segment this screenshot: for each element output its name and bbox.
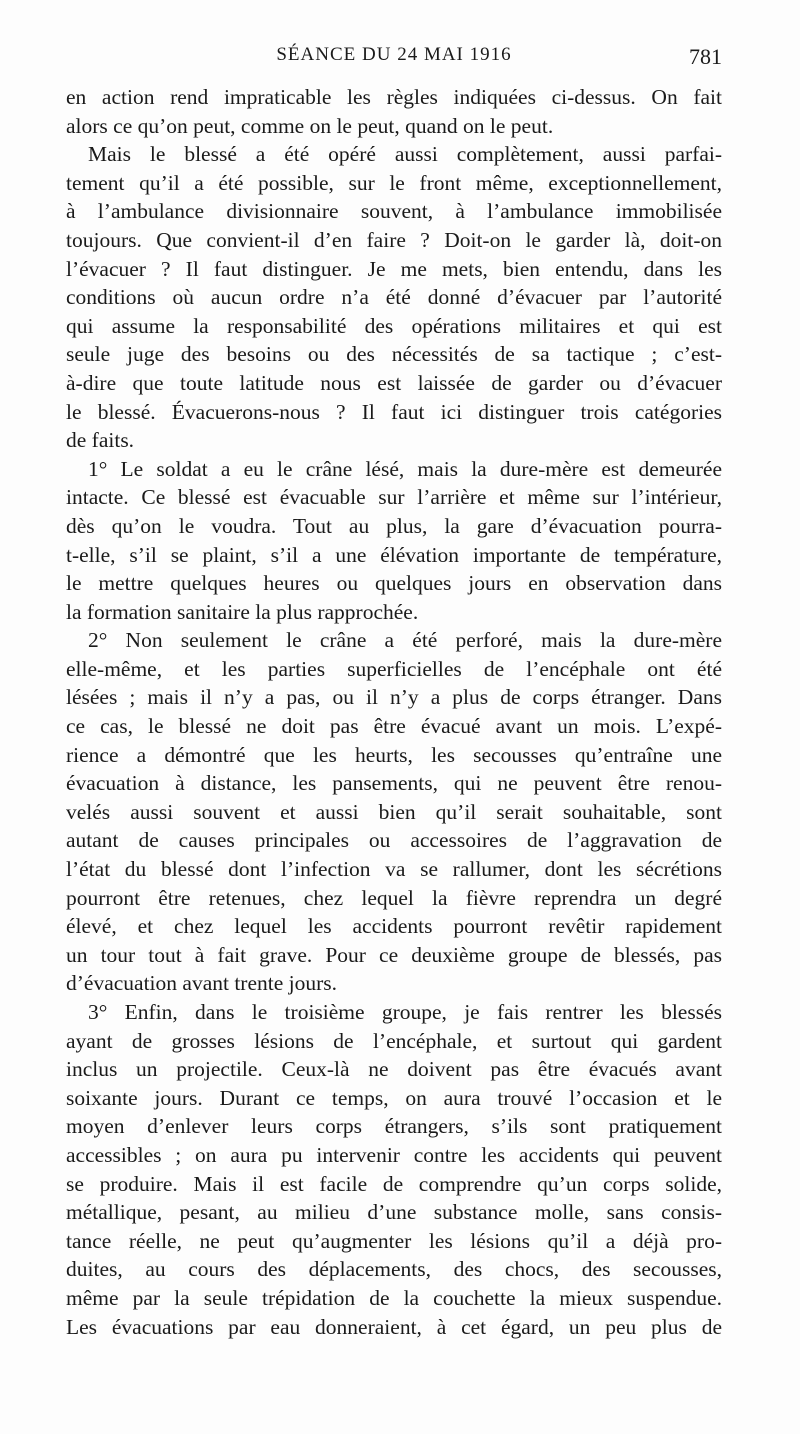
text-line: élevé, et chez lequel les accidents pourront revêtir rapidement <box>66 914 722 939</box>
text-line: t-elle, s’il se plaint, s’il a une élévation importante de température, <box>66 542 722 567</box>
text-line: duites, au cours des déplacements, des chocs, des secousses, <box>66 1257 722 1282</box>
text-line: Mais le blessé a été opéré aussi complètement, aussi parfai- <box>88 142 722 167</box>
text-line: ayant de grosses lésions de l’encéphale, et surtout qui gardent <box>66 1028 722 1053</box>
text-line: 2° Non seulement le crâne a été perforé, mais la dure-mère <box>88 628 722 653</box>
text-line: alors ce qu’on peut, comme on le peut, quand on le peut. <box>66 113 554 138</box>
text-line: dès qu’on le voudra. Tout au plus, la gare d’évacuation pourra- <box>66 513 722 538</box>
text-line: elle-même, et les parties superficielles de l’encéphale ont été <box>66 656 722 681</box>
text-line: autant de causes principales ou accessoires de l’aggravation de <box>66 828 722 853</box>
text-line: le blessé. Évacuerons-nous ? Il faut ici distinguer trois catégories <box>66 399 722 424</box>
text-line: Les évacuations par eau donneraient, à cet égard, un peu plus de <box>66 1314 722 1339</box>
text-line: toujours. Que convient-il d’en faire ? Doit-on le garder là, doit-on <box>66 227 722 252</box>
text-line: le mettre quelques heures ou quelques jours en observation dans <box>66 571 722 596</box>
text-line: de faits. <box>66 428 135 453</box>
page-number: 781 <box>689 44 722 69</box>
text-line: l’état du blessé dont l’infection va se rallumer, dont les sécrétions <box>66 857 722 882</box>
text-line: d’évacuation avant trente jours. <box>66 971 338 996</box>
text-line: pourront être retenues, chez lequel la fièvre reprendra un degré <box>66 885 722 910</box>
text-line: moyen d’enlever leurs corps étrangers, s’ils sont pratiquement <box>66 1114 722 1139</box>
running-head <box>66 40 722 76</box>
text-line: rience a démontré que les heurts, les secousses qu’entraîne une <box>66 742 722 767</box>
text-line: accessibles ; on aura pu intervenir contre les accidents qui peuvent <box>66 1142 722 1167</box>
text-line: à l’ambulance divisionnaire souvent, à l’ambulance immobilisée <box>66 199 722 224</box>
text-line: 3° Enfin, dans le troisième groupe, je fais rentrer les blessés <box>88 1000 722 1024</box>
text-line: tement qu’il a été possible, sur le front même, exceptionnellement, <box>66 170 722 195</box>
text-line: tance réelle, ne peut qu’augmenter les lésions qu’il a déjà pro- <box>66 1228 722 1253</box>
text-line: intacte. Ce blessé est évacuable sur l’arrière et même sur l’intérieur, <box>66 485 722 510</box>
text-line: qui assume la responsabilité des opérations militaires et qui est <box>66 313 722 338</box>
text-line: lésées ; mais il n’y a pas, ou il n’y a plus de corps étranger. Dans <box>66 685 722 710</box>
text-line: même par la seule trépidation de la couchette la mieux suspendue. <box>66 1285 722 1310</box>
text-line: à-dire que toute latitude nous est laissée de garder ou d’évacuer <box>66 370 722 395</box>
text-line: seule juge des besoins ou des nécessités de sa tactique ; c’est- <box>66 342 722 367</box>
text-line: évacuation à distance, les pansements, qui ne peuvent être renou- <box>66 771 722 796</box>
text-line: soixante jours. Durant ce temps, on aura trouvé l’occasion et le <box>66 1085 722 1110</box>
text-line: se produire. Mais il est facile de comprendre qu’un corps solide, <box>66 1171 722 1196</box>
running-head-title: SÉANCE DU 24 MAI 1916 <box>276 44 512 65</box>
text-line: l’évacuer ? Il faut distinguer. Je me mets, bien entendu, dans les <box>66 256 722 281</box>
text-line: ce cas, le blessé ne doit pas être évacué avant un mois. L’expé- <box>66 714 722 739</box>
text-line: inclus un projectile. Ceux-là ne doivent pas être évacués avant <box>66 1057 722 1082</box>
text-line: velés aussi souvent et aussi bien qu’il serait souhaitable, sont <box>66 799 722 824</box>
text-line: un tour tout à fait grave. Pour ce deuxième groupe de blessés, pas <box>66 942 722 967</box>
text-line: en action rend impraticable les règles indiquées ci-dessus. On fait <box>66 85 722 109</box>
body-text <box>66 83 722 1341</box>
text-line: la formation sanitaire la plus rapprochée. <box>66 599 419 624</box>
text-line: métallique, pesant, au milieu d’une substance molle, sans consis- <box>66 1200 722 1225</box>
text-line: 1° Le soldat a eu le crâne lésé, mais la dure-mère est demeurée <box>88 456 722 481</box>
text-line: conditions où aucun ordre n’a été donné d’évacuer par l’autorité <box>66 285 722 310</box>
